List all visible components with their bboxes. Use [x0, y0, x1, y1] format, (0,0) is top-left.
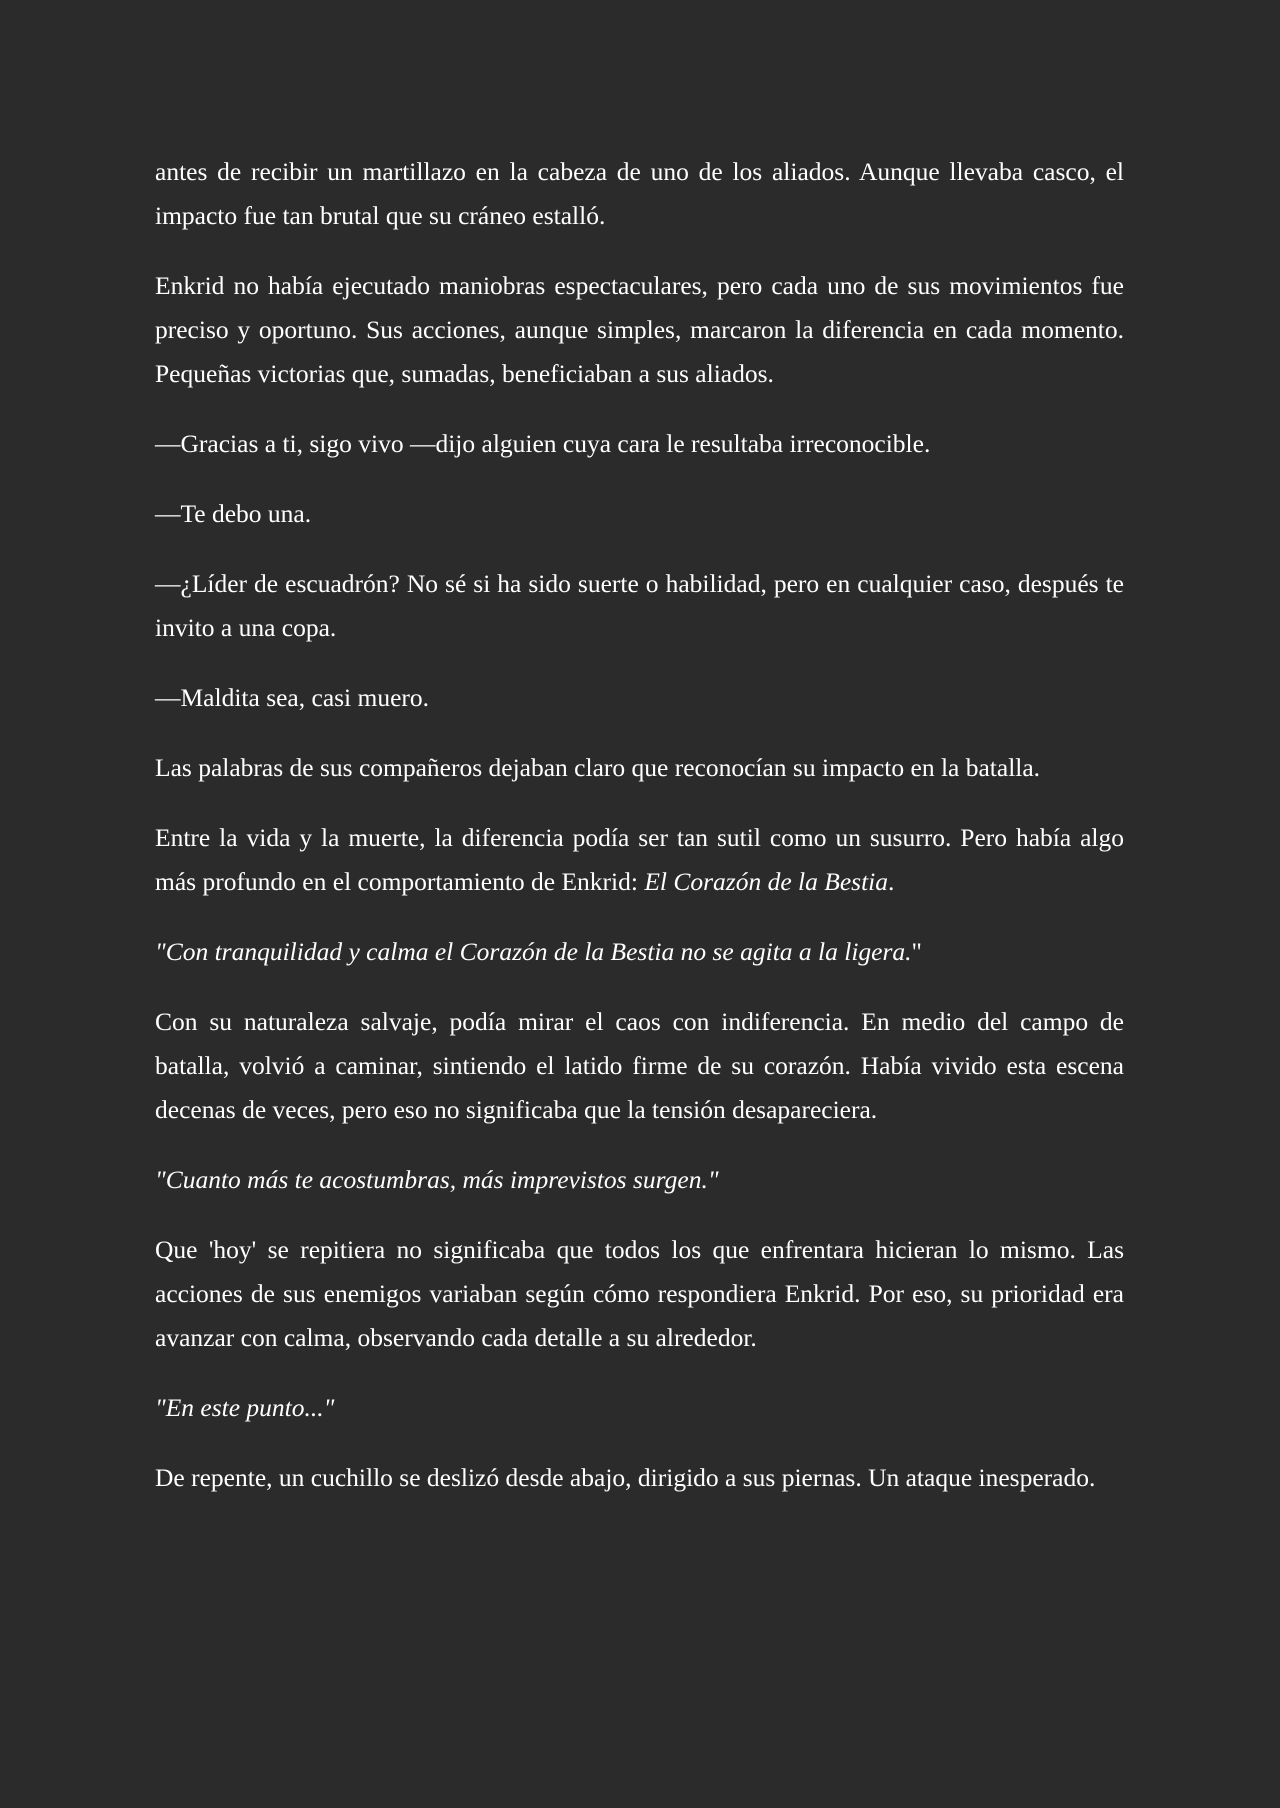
paragraph-text: . — [888, 867, 895, 896]
italic-thought: "En este punto..." — [155, 1393, 335, 1422]
closing-quote: " — [911, 937, 922, 966]
dialogue-line: —Te debo una. — [155, 499, 312, 528]
paragraph: Con su naturaleza salvaje, podía mirar el caos con indiferencia. En medio del campo de batalla, volvió a caminar, sintiendo el latido firme de su corazón. Había vivido esta escena decenas de veces, pero eso no significaba que la tensión desapareciera. — [155, 1007, 1124, 1124]
italic-thought: "Cuanto más te acostumbras, más imprevistos surgen." — [155, 1165, 719, 1194]
dialogue-line: —Gracias a ti, sigo vivo —dijo alguien cuya cara le resultaba irreconocible. — [155, 429, 931, 458]
italic-thought — [155, 930, 1124, 974]
paragraph: Las palabras de sus compañeros dejaban claro que reconocían su impacto en la batalla. — [155, 753, 1041, 782]
paragraph: De repente, un cuchillo se deslizó desde abajo, dirigido a sus piernas. Un ataque inesperado. — [155, 1463, 1096, 1492]
paragraph-text: Entre la vida y la muerte, la diferencia podía ser tan sutil como un susurro. Pero había algo más profundo en el comportamiento de Enkrid: — [155, 823, 1124, 896]
dialogue-line: —Maldita sea, casi muero. — [155, 683, 430, 712]
paragraph: Que 'hoy' se repitiera no significaba que todos los que enfrentara hicieran lo mismo. Las acciones de sus enemigos variaban según cómo respondiera Enkrid. Por eso, su prioridad era avanzar con calma, observando cada detalle a su alrededor. — [155, 1235, 1124, 1352]
paragraph: Enkrid no había ejecutado maniobras espectaculares, pero cada uno de sus movimientos fue preciso y oportuno. Sus acciones, aunque simples, marcaron la diferencia en cada momento. Pequeñas victorias que, sumadas, beneficiaban a sus aliados. — [155, 271, 1124, 388]
italic-text: "Con tranquilidad y calma el Corazón de la Bestia no se agita a la ligera. — [155, 937, 912, 966]
paragraph: antes de recibir un martillazo en la cabeza de uno de los aliados. Aunque llevaba casco, el impacto fue tan brutal que su cráneo estalló. — [155, 157, 1124, 230]
paragraph — [155, 816, 1124, 904]
dialogue-line: —¿Líder de escuadrón? No sé si ha sido suerte o habilidad, pero en cualquier caso, después te invito a una copa. — [155, 569, 1124, 642]
italic-term: El Corazón de la Bestia — [644, 867, 889, 896]
reader-page — [155, 150, 1124, 1526]
